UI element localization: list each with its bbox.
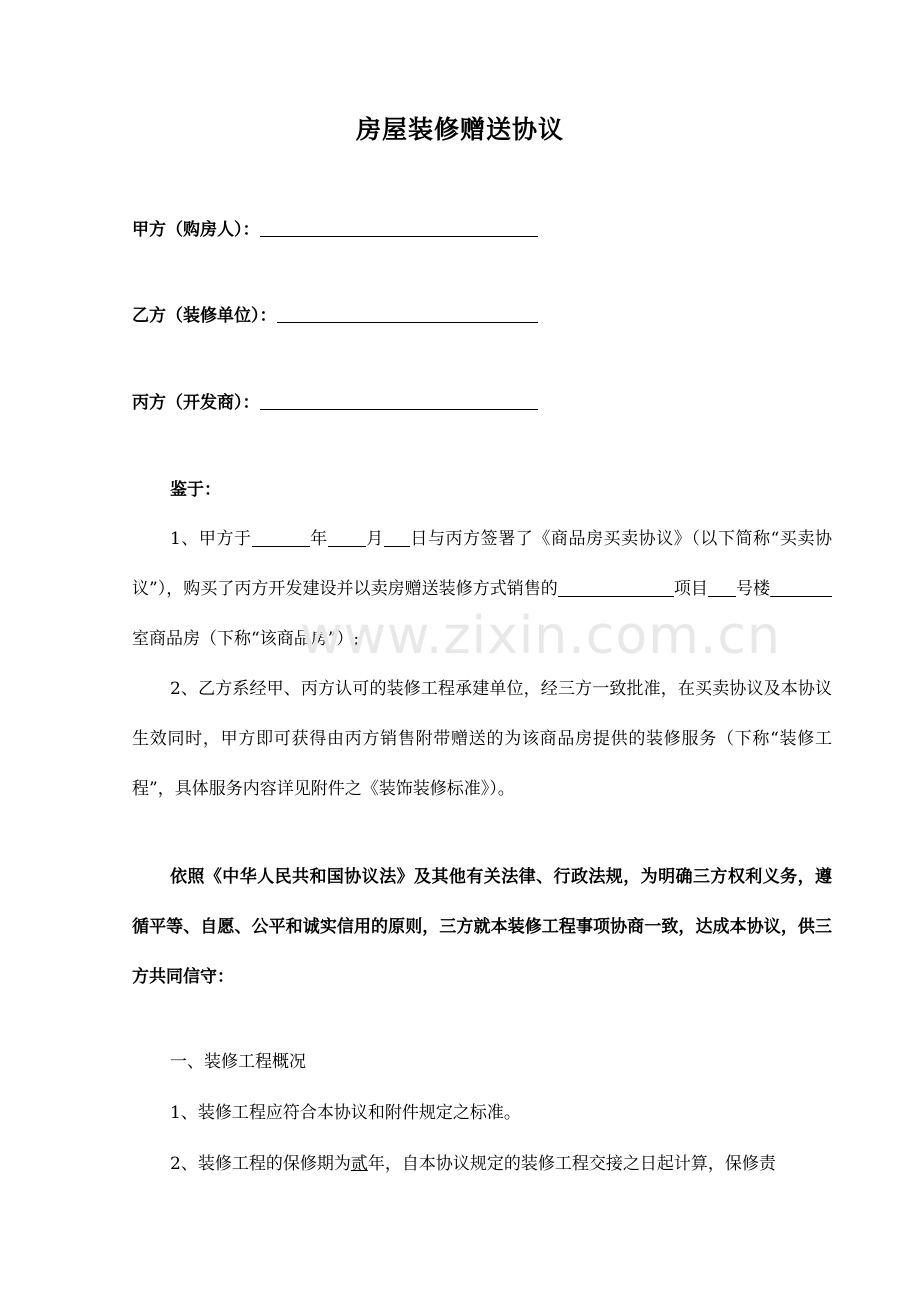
section-1-item-2: 2、装修工程的保修期为贰年，自本协议规定的装修工程交接之日起计算，保修责: [170, 1154, 776, 1174]
whereas-clause-2: 2、乙方系经甲、丙方认可的装修工程承建单位，经三方一致批准，在买卖协议及本协议生效同时，甲方即可获得由丙方销售附带赠送的为该商品房提供的装修服务（下称“装修工程”，具体服务内容详见附件之《装饰装修标准》）。: [132, 679, 832, 799]
party-a-blank[interactable]: [260, 218, 538, 237]
party-a-row: [132, 218, 538, 242]
whereas-heading: 鉴于：: [170, 480, 221, 500]
legal-basis-paragraph: 依照《中华人民共和国协议法》及其他有关法律、行政法规，为明确三方权利义务，遵循平等、自愿、公平和诚实信用的原则，三方就本装修工程事项协商一致，达成本协议，供三方共同信守：: [132, 867, 832, 987]
party-b-blank[interactable]: [277, 304, 538, 323]
building-blank[interactable]: [708, 578, 736, 597]
party-b-label: 乙方（装修单位）：: [132, 306, 277, 326]
watermark: www.zixin.com.cn: [300, 606, 781, 666]
document-title: 房屋装修赠送协议: [355, 115, 564, 144]
room-blank[interactable]: [770, 578, 832, 597]
party-b-row: [132, 304, 538, 328]
whereas-clause-1: 1、甲方于 年 月 日与丙方签署了《商品房买卖协议》（以下简称“买卖协议”），购买了丙方开发建设并以卖房赠送装修方式销售的 项目 号楼室商品房（下称“该商品房”）;: [132, 529, 832, 649]
project-blank[interactable]: [558, 578, 674, 597]
party-c-blank[interactable]: [260, 391, 538, 410]
year-blank[interactable]: [252, 528, 310, 547]
party-c-row: [132, 391, 538, 415]
day-blank[interactable]: [384, 528, 410, 547]
section-1-item-1: 1、装修工程应符合本协议和附件规定之标准。: [170, 1103, 521, 1123]
section-1-heading: 一、装修工程概况: [170, 1052, 306, 1072]
party-a-label: 甲方（购房人）：: [132, 220, 260, 240]
party-c-label: 丙方（开发商）：: [132, 393, 260, 413]
warranty-years: 贰: [350, 1154, 368, 1174]
month-blank[interactable]: [328, 528, 366, 547]
